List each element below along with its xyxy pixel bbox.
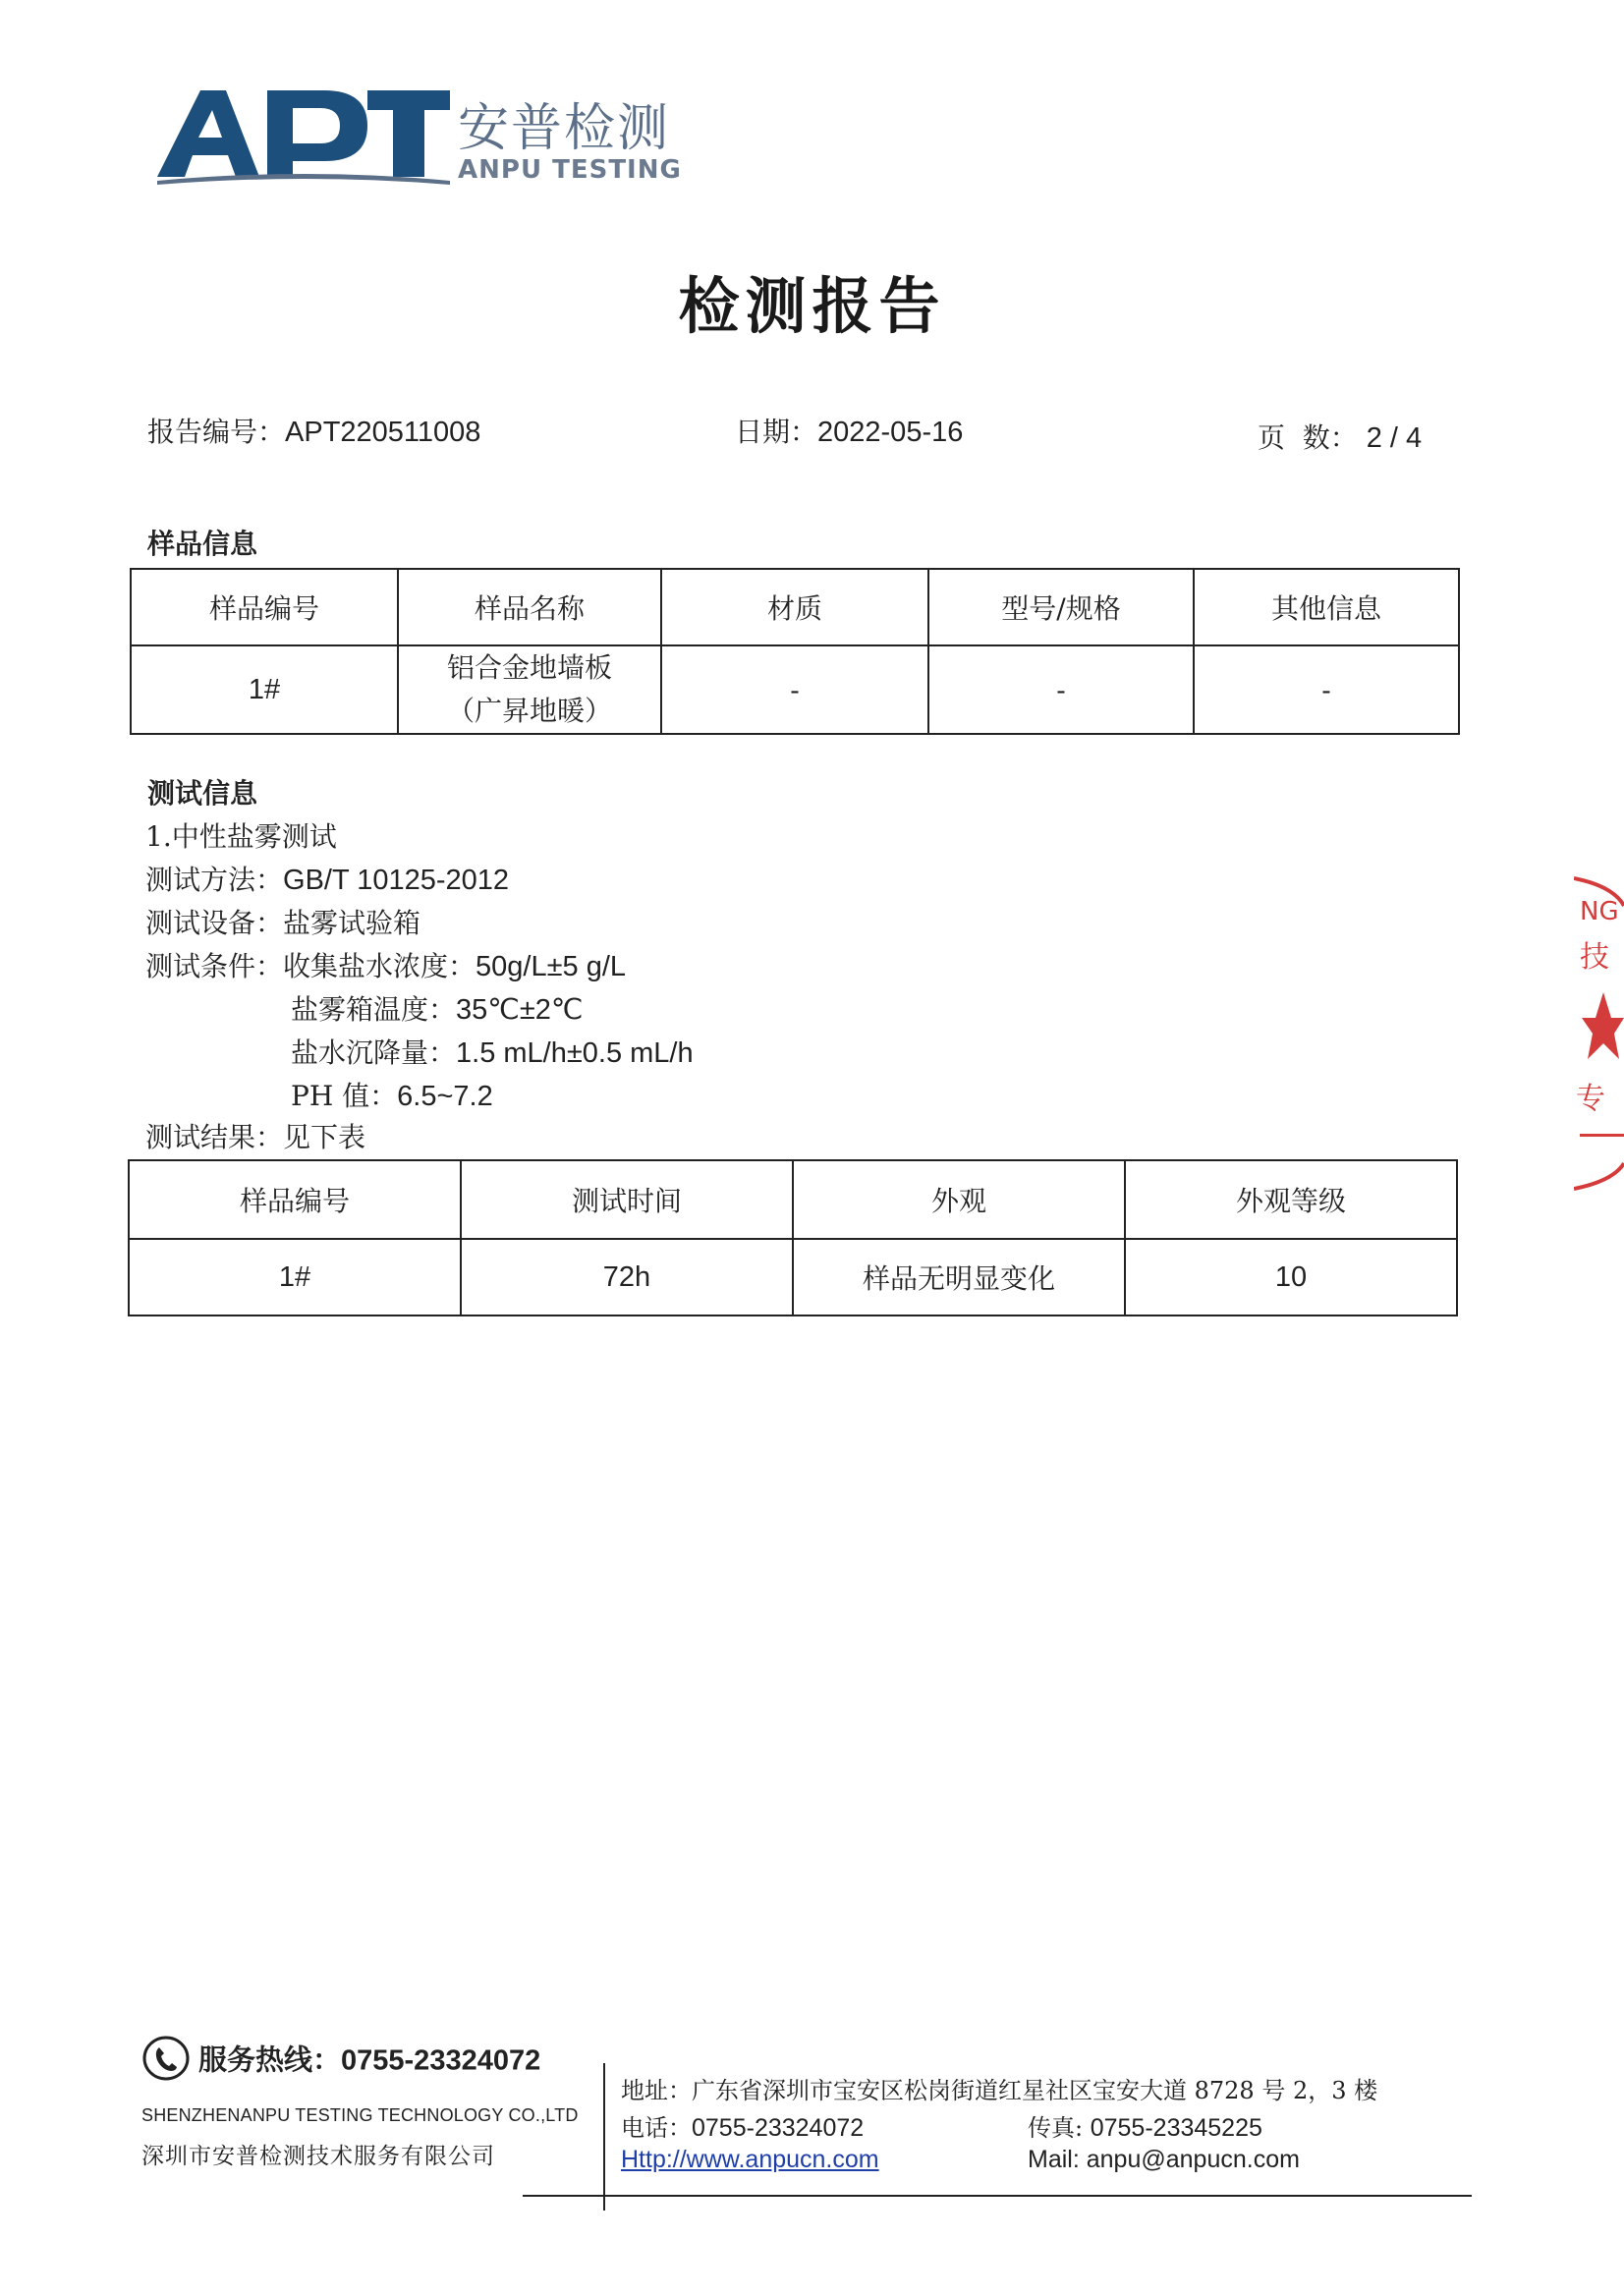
footer-company-en: SHENZHENANPU TESTING TECHNOLOGY CO.,LTD xyxy=(141,2105,579,2125)
test-conditions-label: 测试条件： xyxy=(145,950,284,982)
svg-text:专: 专 xyxy=(1576,1082,1605,1116)
header-cell: 外观 xyxy=(793,1160,1125,1239)
test-condition-4 xyxy=(291,1075,493,1114)
phone-icon xyxy=(141,2034,191,2090)
condition-3-label: 盐水沉降量： xyxy=(291,1036,457,1069)
report-number-label: 报告编号： xyxy=(147,416,286,448)
test-result-value: 见下表 xyxy=(283,1121,366,1153)
svg-text:技: 技 xyxy=(1580,940,1609,975)
fax-label: 传真: xyxy=(1028,2114,1091,2142)
table-header-row xyxy=(129,1160,1457,1239)
condition-2-label: 盐雾箱温度： xyxy=(291,993,457,1026)
fax-value: 0755-23345225 xyxy=(1090,2114,1262,2142)
table-row xyxy=(131,645,1459,734)
header-cell: 样品编号 xyxy=(131,569,398,645)
page-count xyxy=(1258,417,1422,456)
table-row xyxy=(129,1239,1457,1315)
sample-name-cell xyxy=(398,645,661,734)
footer-address xyxy=(621,2071,1377,2105)
condition-4-label: PH 值： xyxy=(291,1080,398,1112)
header-cell: 样品名称 xyxy=(398,569,661,645)
phone-value: 0755-23324072 xyxy=(692,2114,865,2142)
page-count-label: 页 数： xyxy=(1258,421,1358,454)
footer-rule xyxy=(523,2195,1472,2197)
test-condition-1 xyxy=(145,945,626,984)
test-result-label: 测试结果： xyxy=(145,1121,284,1153)
model-cell: - xyxy=(928,645,1194,734)
phone-label: 电话： xyxy=(621,2114,692,2142)
report-number xyxy=(147,411,480,450)
condition-3-value: 1.5 mL/h±0.5 mL/h xyxy=(456,1037,694,1069)
report-title: 检测报告 xyxy=(678,270,946,342)
test-method-label: 测试方法： xyxy=(145,864,284,896)
sample-name-line1: 铝合金地墙板 xyxy=(446,651,612,684)
report-number-value: APT220511008 xyxy=(285,417,481,448)
result-time-cell: 72h xyxy=(461,1239,793,1315)
sample-name-line2: （广昇地暖） xyxy=(446,695,612,727)
header-cell: 其他信息 xyxy=(1194,569,1459,645)
footer-phone xyxy=(621,2108,864,2143)
footer-website[interactable] xyxy=(621,2146,879,2174)
test-item: 1.中性盐雾测试 xyxy=(145,820,337,853)
result-table xyxy=(128,1159,1458,1316)
test-method xyxy=(145,859,509,898)
test-condition-3 xyxy=(291,1032,694,1071)
header-cell: 材质 xyxy=(661,569,928,645)
company-seal xyxy=(1574,876,1624,1193)
website-link[interactable]: Http://www.anpucn.com xyxy=(621,2146,879,2173)
test-equipment-value: 盐雾试验箱 xyxy=(283,907,421,939)
report-date-label: 日期： xyxy=(735,416,818,448)
mail-value[interactable]: anpu@anpucn.com xyxy=(1086,2146,1300,2173)
test-equipment-label: 测试设备： xyxy=(145,907,284,939)
footer-mail xyxy=(1028,2146,1300,2174)
sample-info-table xyxy=(130,568,1460,735)
header-cell: 样品编号 xyxy=(129,1160,461,1239)
sample-id-cell: 1# xyxy=(131,645,398,734)
logo-name-en: ANPU TESTING xyxy=(458,155,682,185)
material-cell: - xyxy=(661,645,928,734)
page-count-value: 2 / 4 xyxy=(1366,422,1423,454)
condition-1-label: 收集盐水浓度： xyxy=(283,950,476,982)
condition-2-value: 35℃±2℃ xyxy=(456,994,584,1026)
result-appearance-cell: 样品无明显变化 xyxy=(793,1239,1125,1315)
logo-name-cn: 安普检测 xyxy=(458,99,671,158)
test-result xyxy=(145,1116,365,1155)
footer-company-cn: 深圳市安普检测技术服务有限公司 xyxy=(141,2144,495,2169)
test-condition-2 xyxy=(291,988,583,1028)
condition-4-value: 6.5~7.2 xyxy=(397,1081,493,1112)
result-grade-cell: 10 xyxy=(1125,1239,1457,1315)
seal-stamp-icon xyxy=(1574,876,1624,1193)
apt-logo-mark xyxy=(157,86,452,195)
report-date-value: 2022-05-16 xyxy=(817,417,964,448)
svg-text:NG: NG xyxy=(1580,897,1619,926)
address-value: 广东省深圳市宝安区松岗街道红星社区宝安大道 8728 号 2，3 楼 xyxy=(692,2077,1378,2104)
table-header-row xyxy=(131,569,1459,645)
condition-1-value: 50g/L±5 g/L xyxy=(476,951,627,982)
report-date xyxy=(735,411,963,450)
result-sample-id-cell: 1# xyxy=(129,1239,461,1315)
test-info-heading: 测试信息 xyxy=(147,777,258,810)
header-cell: 测试时间 xyxy=(461,1160,793,1239)
other-info-cell: - xyxy=(1194,645,1459,734)
header-cell: 型号/规格 xyxy=(928,569,1194,645)
sample-info-heading: 样品信息 xyxy=(147,528,258,560)
address-label: 地址： xyxy=(621,2077,692,2104)
footer-fax xyxy=(1028,2108,1262,2143)
hotline-label: 服务热线： xyxy=(198,2043,342,2077)
hotline-number: 0755-23324072 xyxy=(341,2044,541,2077)
mail-label: Mail: xyxy=(1028,2146,1087,2173)
test-method-value: GB/T 10125-2012 xyxy=(283,865,510,896)
test-equipment xyxy=(145,902,420,941)
header-cell: 外观等级 xyxy=(1125,1160,1457,1239)
footer-hotline xyxy=(141,2034,540,2090)
footer-divider xyxy=(603,2063,605,2211)
